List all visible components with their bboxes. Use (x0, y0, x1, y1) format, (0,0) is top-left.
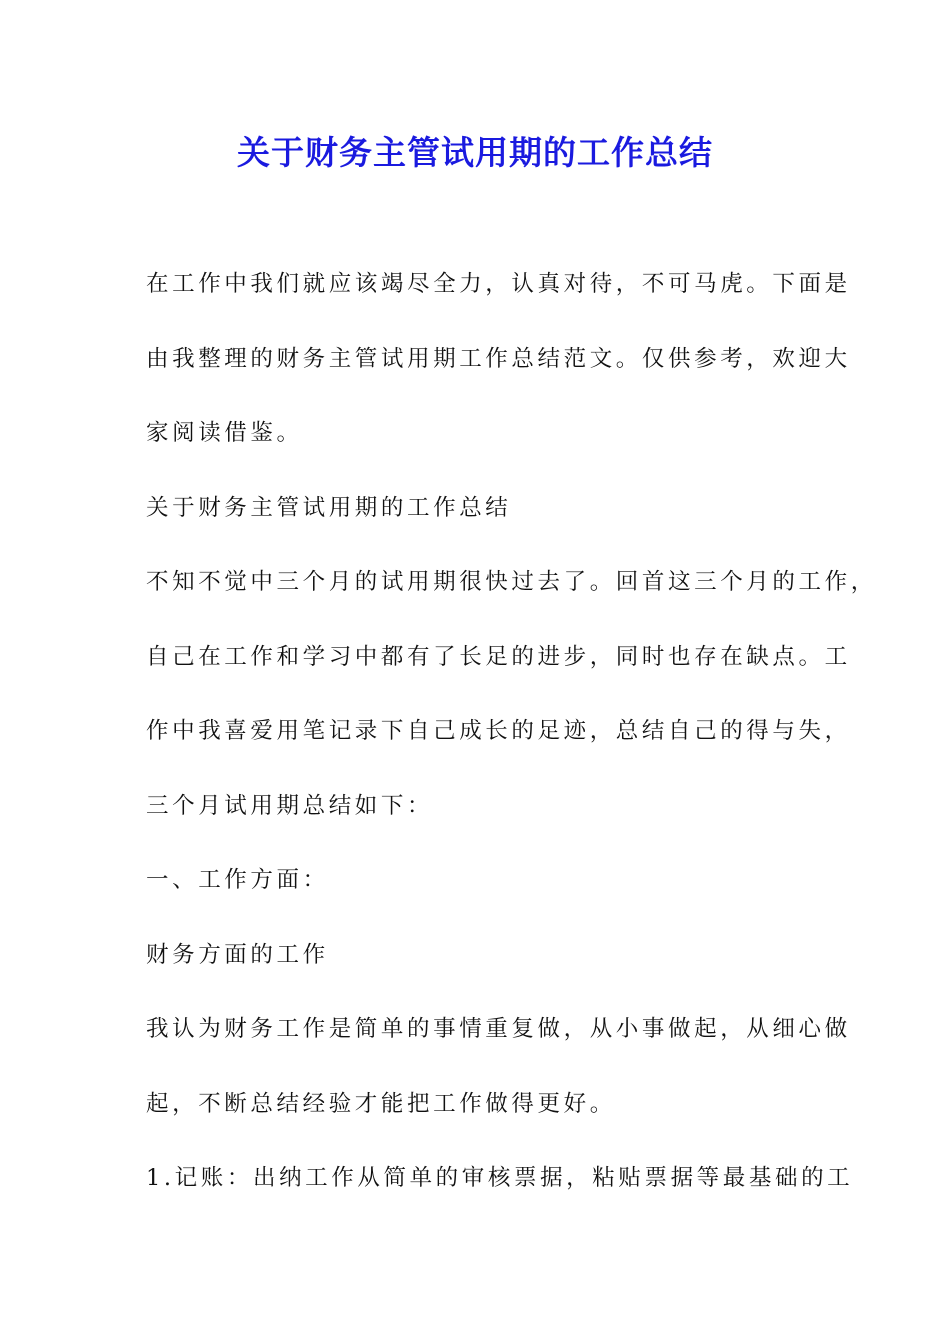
list-item: 1.记账：出纳工作从简单的审核票据，粘贴票据等最基础的工 (146, 1165, 854, 1191)
document-body (146, 262, 877, 1231)
document-title: 关于财务主管试用期的工作总结 (237, 133, 713, 172)
body-line: 自己在工作和学习中都有了长足的进步，同时也存在缺点。工 (146, 643, 851, 670)
subsection-heading: 财务方面的工作 (146, 941, 329, 968)
body-line: 在工作中我们就应该竭尽全力，认真对待，不可马虎。下面是 (146, 271, 851, 297)
section-heading: 关于财务主管试用期的工作总结 (146, 494, 512, 521)
section-heading: 一、工作方面： (146, 867, 329, 893)
body-line: 不知不觉中三个月的试用期很快过去了。回首这三个月的工作， (146, 569, 877, 595)
body-line: 由我整理的财务主管试用期工作总结范文。仅供参考，欢迎大 (146, 345, 851, 372)
body-line: 起，不断总结经验才能把工作做得更好。 (146, 1090, 616, 1117)
body-line: 我认为财务工作是简单的事情重复做，从小事做起，从细心做 (146, 1016, 851, 1042)
body-line: 家阅读借鉴。 (146, 420, 303, 446)
body-line: 三个月试用期总结如下： (146, 792, 434, 819)
body-line: 作中我喜爱用笔记录下自己成长的足迹，总结自己的得与失， (146, 718, 851, 744)
